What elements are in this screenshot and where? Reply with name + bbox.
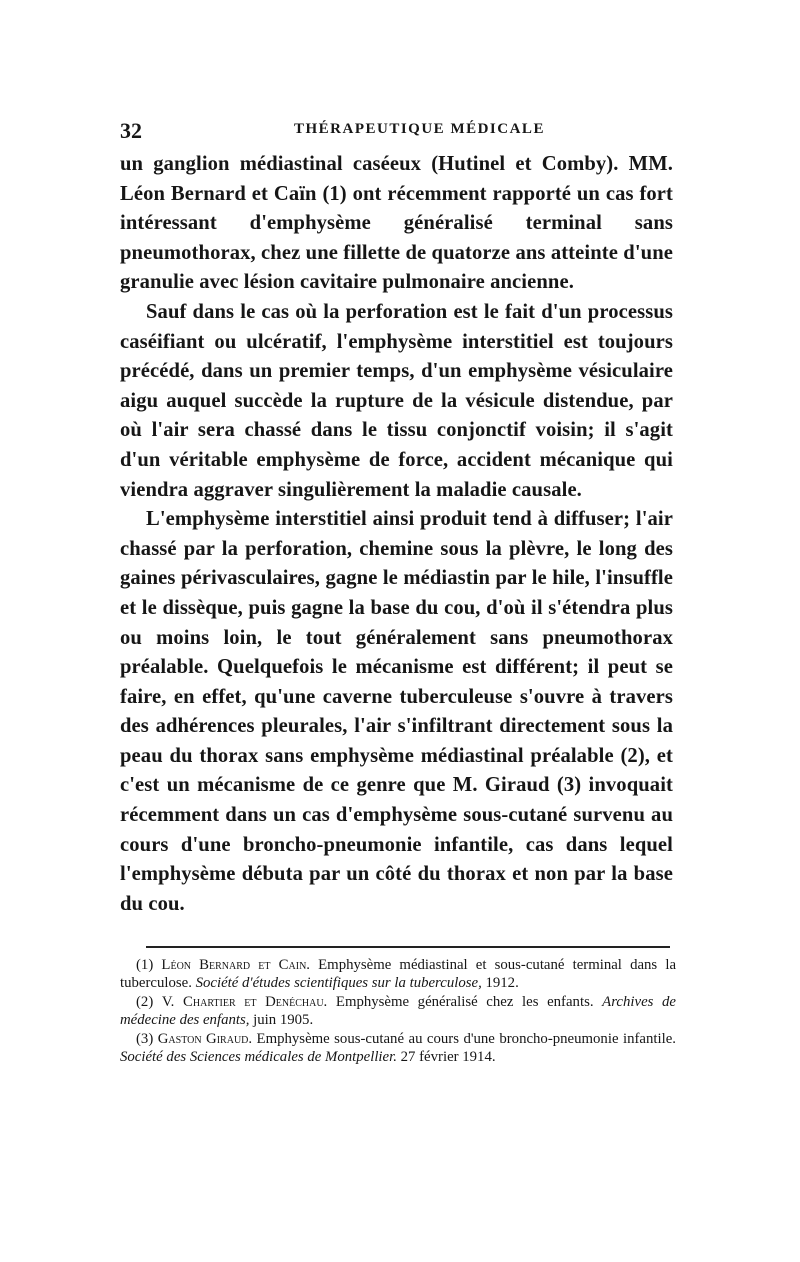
footnote-tail: 1912. [481,975,519,992]
footnote-text: Emphysème sous-cutané au cours d'une broncho-pneumonie infantile. [252,1030,676,1047]
footnote-authors: V. Chartier et Denéchau. [161,993,328,1010]
running-head: THÉRAPEUTIQUE MÉDICALE [294,121,545,137]
footnote-tail: juin 1905. [249,1012,314,1029]
footnote-mark: (2) [136,993,154,1010]
footnote-tail: 27 février 1914. [396,1049,496,1066]
footnotes [120,956,676,1066]
page-header [120,118,680,146]
footnote-authors: Gaston Giraud. [157,1030,253,1047]
paragraph: Sauf dans le cas où la perforation est le fait d'un processus caséifiant ou ulcératif, l'emphysème interstitiel est toujours précédé, dans un premier temps, d'un emphysème vésiculaire aigu auquel succède la rupture de la vésicule distendue, par où l'air sera chassé dans le tissu conjonctif voisin; il s'agit d'un véritable emphysème de force, accident mécanique qui viendra aggraver singulièrement la maladie causale. [120,300,673,501]
footnote-source: Archives de médecine des enfants, [120,993,676,1029]
footnote-text: Emphysème généralisé chez les enfants. [327,993,603,1010]
footnote-mark: (3) [136,1030,154,1047]
paragraph: un ganglion médiastinal caséeux (Hutinel et Comby). MM. Léon Bernard et Caïn (1) ont récemment rapporté un cas fort intéressant d'emphysème généralisé terminal sans pneumothorax, chez une fillette de quatorze ans atteinte d'une granulie avec lésion cavitaire pulmonaire ancienne. [120,153,673,294]
footnote-mark: (1) [136,957,154,973]
footnote-divider [146,946,670,948]
footnote [120,993,676,1030]
page-number: 32 [120,118,142,143]
paragraph: L'emphysème interstitiel ainsi produit tend à diffuser; l'air chassé par la perforation, chemine sous la plèvre, le long des gaines périvasculaires, gagne le médiastin par le hile, l'insuffle et le dissèque, puis gagne la base du cou, d'où il s'étendra plus ou moins loin, le tout généralement sans pneumothorax préalable. Quelquefois le mécanisme est différent; il peut se faire, en effet, qu'une caverne tuberculeuse s'ouvre à travers des adhérences pleurales, l'air s'infiltrant directement sous la peau du thorax sans emphysème médiastinal préalable (2), et c'est un mécanisme de ce genre que M. Giraud (3) invoquait récemment dans un cas d'emphysème sous-cutané survenu au cours d'une broncho-pneumonie infantile, cas dans lequel l'emphysème débuta par un côté du thorax et non par la base du cou. [120,508,673,915]
footnote-authors: Léon Bernard et Cain. [161,957,310,973]
footnote [120,1030,676,1067]
footnote [120,956,676,993]
body-text [120,150,673,919]
footnote-source: Société d'études scientifiques sur la tuberculose, [195,975,482,992]
footnote-text: Emphysème médiastinal et sous-cutané terminal dans la tuberculose. [120,957,677,992]
footnote-source: Société des Sciences médicales de Montpellier. [120,1049,397,1066]
